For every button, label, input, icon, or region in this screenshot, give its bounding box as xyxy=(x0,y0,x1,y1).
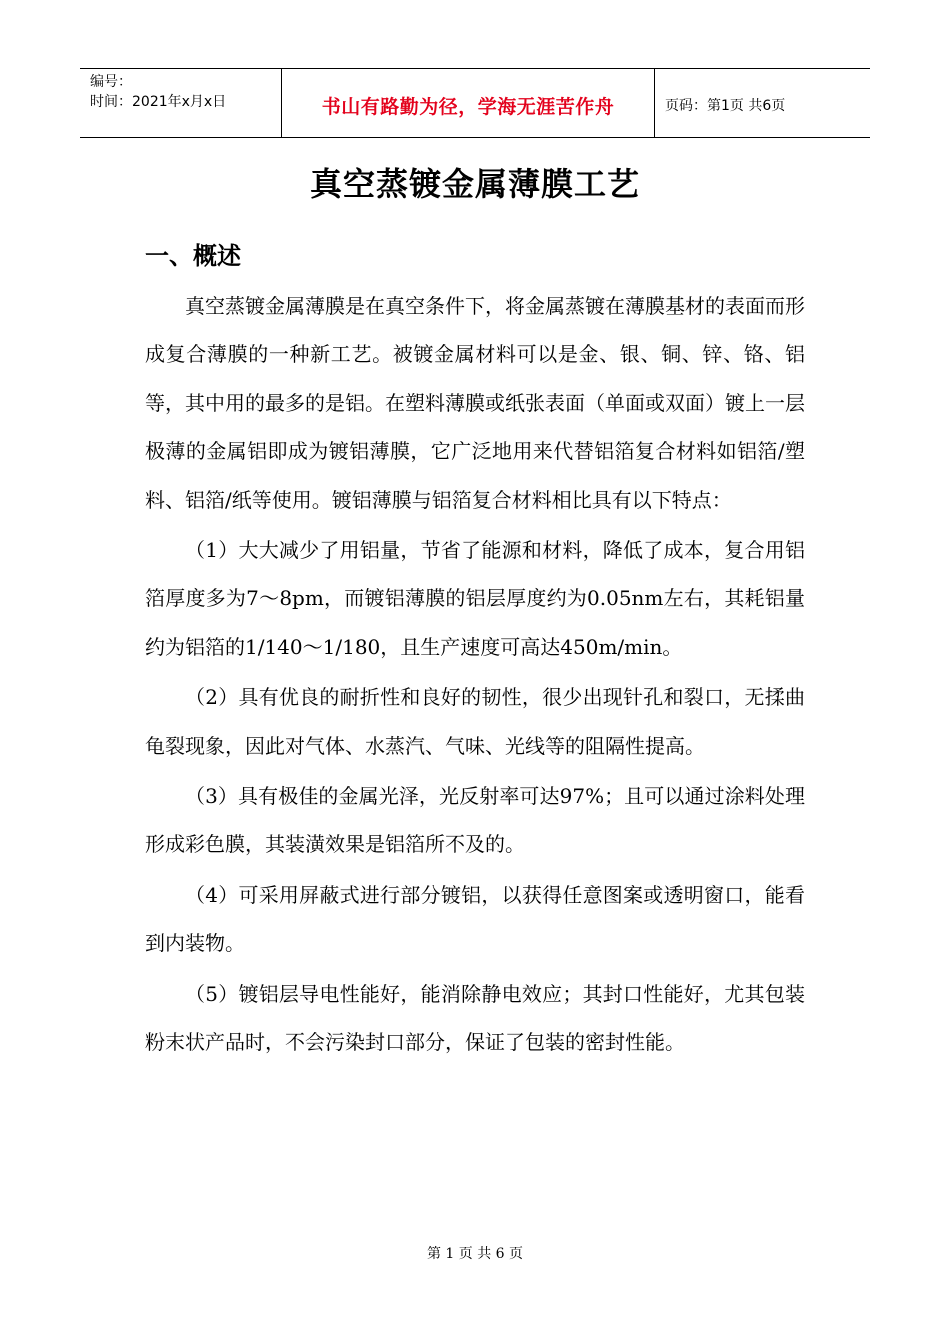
header-page-cell xyxy=(655,71,870,139)
paragraph-feature-2: （2）具有优良的耐折性和良好的韧性，很少出现针孔和裂口，无揉曲龟裂现象，因此对气体、水蒸汽、气味、光线等的阻隔性提高。 xyxy=(145,685,805,758)
document-number-label: 编号： xyxy=(90,74,132,90)
header-meta-cell xyxy=(80,69,282,137)
paragraph-intro: 真空蒸镀金属薄膜是在真空条件下，将金属蒸镀在薄膜基材的表面而形成复合薄膜的一种新工艺。被镀金属材料可以是金、银、铜、锌、铬、铝等，其中用的最多的是铝。在塑料薄膜或纸张表面（单面或双面）镀上一层极薄的金属铝即成为镀铝薄膜，它广泛地用来代替铝箔复合材料如铝箔/塑料、铝箔/纸等使用。镀铝薄膜与铝箔复合材料相比具有以下特点： xyxy=(145,294,805,512)
header-motto: 书山有路勤为径，学海无涯苦作舟 xyxy=(321,95,615,118)
paragraph-feature-1: （1）大大减少了用铝量，节省了能源和材料，降低了成本，复合用铝箔厚度多为7～8pm，而镀铝薄膜的铝层厚度约为0.05nm左右，其耗铝量约为铝箔的1/140～1/180，且生产速度可高达450m/min。 xyxy=(145,538,805,659)
document-title: 真空蒸镀金属薄膜工艺 xyxy=(309,165,640,203)
paragraph-feature-3: （3）具有极佳的金属光泽，光反射率可达97%；且可以通过涂料处理形成彩色膜，其装潢效果是铝箔所不及的。 xyxy=(145,784,805,857)
section-heading: 一、概述 xyxy=(145,242,241,270)
document-body xyxy=(145,282,805,1069)
header-page-code: 页码：第1页 共6页 xyxy=(665,98,786,114)
header-table xyxy=(80,68,870,138)
header-motto-cell xyxy=(282,69,655,137)
document-date-label: 时间：2021年x月x日 xyxy=(90,94,227,110)
paragraph-feature-5: （5）镀铝层导电性能好，能消除静电效应；其封口性能好，尤其包装粉末状产品时，不会污染封口部分，保证了包装的密封性能。 xyxy=(145,981,805,1055)
paragraph-feature-4: （4）可采用屏蔽式进行部分镀铝，以获得任意图案或透明窗口，能看到内装物。 xyxy=(145,882,805,956)
page-footer: 第 1 页 共 6 页 xyxy=(426,1246,524,1262)
